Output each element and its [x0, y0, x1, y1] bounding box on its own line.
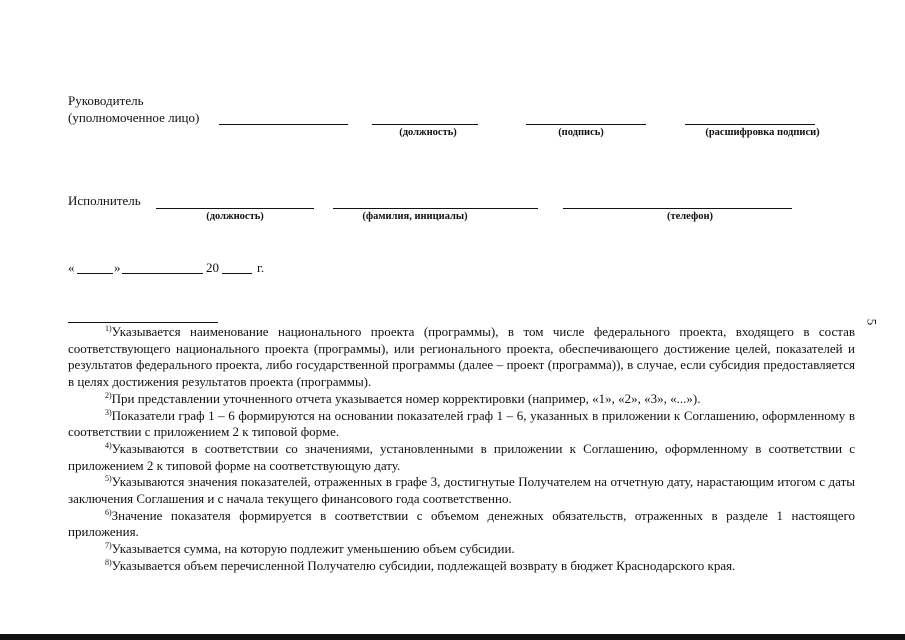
executor-phone-line — [563, 208, 792, 209]
footnote-mark: 5) — [105, 474, 112, 484]
head-decoding-caption: (расшифровка подписи) — [705, 127, 820, 138]
footnote-text: При представлении уточненного отчета указывается номер корректировки (например, «1», «2», «3», «...»). — [111, 390, 701, 406]
footnote-8 — [68, 558, 855, 575]
footnote-mark: 4) — [105, 440, 112, 450]
footnote-4 — [68, 441, 855, 474]
date-day-line — [77, 273, 113, 274]
footnote-text: Указываются в соответствии со значениями, установленными в приложении к Соглашению, оформленному в соответствии с приложением 2 к типовой форме на соответствующую дату. — [68, 440, 855, 473]
date-year-prefix: 20 — [206, 260, 219, 275]
date-open-quote: « — [68, 260, 75, 275]
footnote-text: Значение показателя формируется в соответствии с объемом денежных обязательств, отраженных в разделе 1 настоящего приложения. — [68, 507, 855, 540]
footnotes — [68, 324, 855, 575]
footnote-text: Указывается объем перечисленной Получателю субсидии, подлежащей возврату в бюджет Краснодарского края. — [111, 557, 736, 573]
head-position-caption: (должность) — [399, 127, 457, 138]
date-year-line — [222, 273, 252, 274]
footnote-text: Указываются значения показателей, отраженных в графе 3, достигнутые Получателем на отчетную дату, нарастающим итогом с даты заключения Соглашения и с начала текущего финансового года соответственно. — [68, 474, 855, 507]
page-number: 5 — [864, 318, 880, 326]
footnote-6 — [68, 508, 855, 541]
date-month-line — [122, 273, 203, 274]
executor-position-line — [156, 208, 314, 209]
head-position-line — [372, 124, 478, 125]
executor-phone-caption: (телефон) — [666, 211, 714, 222]
executor-position-caption: (должность) — [206, 211, 264, 222]
date-year-suffix: г. — [257, 260, 265, 275]
footnote-3 — [68, 408, 855, 441]
footnote-mark: 3) — [105, 407, 112, 417]
footnote-separator — [68, 322, 218, 323]
date-close-quote: » — [114, 260, 121, 275]
head-org-line — [219, 124, 348, 125]
footnote-mark: 2) — [105, 390, 112, 400]
footnote-mark: 6) — [105, 507, 112, 517]
footnote-mark: 7) — [105, 541, 112, 551]
executor-name-line — [333, 208, 538, 209]
bottom-border — [0, 634, 905, 640]
footnote-mark: 8) — [105, 557, 112, 567]
executor-label: Исполнитель — [68, 193, 141, 208]
executor-name-caption: (фамилия, инициалы) — [362, 211, 468, 222]
footnote-mark: 1) — [105, 324, 112, 333]
footnote-text: Показатели граф 1 – 6 формируются на основании показателей граф 1 – 6, указанных в приложении к Соглашению, оформленному в соответствии с приложением 2 к типовой форме. — [68, 407, 855, 440]
head-sublabel: (уполномоченное лицо) — [68, 110, 200, 125]
head-label: Руководитель — [68, 93, 144, 108]
footnote-7 — [68, 541, 855, 558]
head-decoding-line — [685, 124, 815, 125]
footnote-2 — [68, 391, 855, 408]
head-signature-caption: (подпись) — [558, 127, 604, 138]
head-signature-line — [526, 124, 646, 125]
footnote-1 — [68, 324, 855, 391]
footnote-text: Указывается наименование национального проекта (программы), в том числе федерального проекта, входящего в состав соответствующего национального проекта (программы), или регионального проекта, обеспечивающего достижение целей, показателей и результатов федерального проекта, либо государственной программы (далее – проект (программа)), в случае, если субсидия предоставляется в целях достижения результатов проекта (программы). — [68, 324, 855, 390]
footnote-5 — [68, 474, 855, 507]
footnote-text: Указывается сумма, на которую подлежит уменьшению объем субсидии. — [111, 541, 515, 557]
